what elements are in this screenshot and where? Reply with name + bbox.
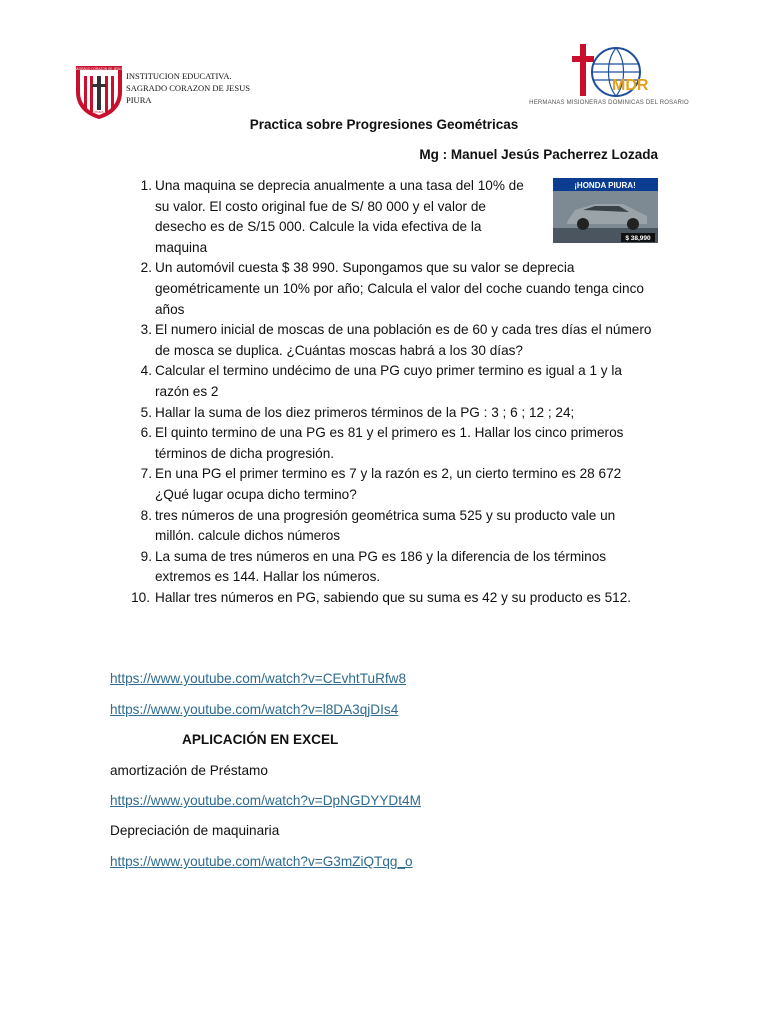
page-title: Practica sobre Progresiones Geométricas <box>249 117 519 132</box>
order-caption: HERMANAS MISIONERAS DOMINICAS DEL ROSARIO <box>529 100 689 106</box>
problem-item: 8. tres números de una progresión geométrica suma 525 y su producto vale un millón. calcule dichos números <box>140 507 616 544</box>
youtube-link-4[interactable]: https://www.youtube.com/watch?v=G3mZiQTqg_o <box>110 854 413 869</box>
problem-item: 2. Un automóvil cuesta $ 38 990. Supongamos que su valor se deprecia geométricamente un 10% por año; Calcula el valor del coche cuando tenga cinco años <box>140 260 644 317</box>
machinery-depreciation-label: Depreciación de maquinaria <box>110 823 280 838</box>
excel-section-heading: APLICACIÓN EN EXCEL <box>182 732 339 747</box>
school-line-1: INSTITUCION EDUCATIVA. <box>126 71 232 81</box>
problem-item: 9. La suma de tres números en una PG es 186 y la diferencia de los términos extremos es 144. Hallar los números. <box>140 548 607 585</box>
svg-text:MDR: MDR <box>612 77 649 94</box>
youtube-link-3[interactable]: https://www.youtube.com/watch?v=DpNGDYYDt4M <box>110 793 421 808</box>
problem-item: 3. El numero inicial de moscas de una población es de 60 y cada tres días el número de mosca se duplica. ¿Cuántas moscas habrá a los 30 días? <box>140 322 652 358</box>
author-line: Mg : Manuel Jesús Pacherrez Lozada <box>419 147 658 162</box>
svg-text:$ 38,990: $ 38,990 <box>625 235 651 242</box>
problem-item: 6. El quinto termino de una PG es 81 y el primero es 1. Hallar los cinco primeros términos de dicha progresión. <box>140 425 624 461</box>
svg-text:PIURA: PIURA <box>94 110 104 114</box>
school-line-2: SAGRADO CORAZON DE JESUS <box>126 83 250 93</box>
svg-text:SAGRADO CORAZON DE JESUS: SAGRADO CORAZON DE JESUS <box>74 67 124 71</box>
problem-item: 10. Hallar tres números en PG, sabiendo que su suma es 42 y su producto es 512. <box>131 589 632 605</box>
school-name-block <box>126 70 250 106</box>
problem-item: 5. Hallar la suma de los diez primeros términos de la PG : 3 ; 6 ; 12 ; 24; <box>140 404 575 420</box>
problem-item: 1. Una maquina se deprecia anualmente a una tasa del 10% de su valor. El costo original fue de S/ 80 000 y el valor de desecho es de S/15 000. Calcule la vida efectiva de la maquina <box>140 178 524 255</box>
youtube-link-1[interactable]: https://www.youtube.com/watch?v=CEvhtTuRfw8 <box>110 671 407 686</box>
dominican-order-logo <box>566 42 652 104</box>
problem-list <box>110 176 658 608</box>
school-crest-logo <box>74 62 124 120</box>
svg-text:¡HONDA PIURA!: ¡HONDA PIURA! <box>574 181 636 190</box>
problem-item: 7. En una PG el primer termino es 7 y la razón es 2, un cierto termino es 28 672 ¿Qué lugar ocupa dicho termino? <box>140 466 622 502</box>
loan-amortization-label: amortización de Préstamo <box>110 763 268 778</box>
problem-item: 4. Calcular el termino undécimo de una PG cuyo primer termino es igual a 1 y la razón es 2 <box>140 363 622 399</box>
youtube-link-2[interactable]: https://www.youtube.com/watch?v=l8DA3qjDIs4 <box>110 702 399 717</box>
school-line-3: PIURA <box>126 95 152 105</box>
